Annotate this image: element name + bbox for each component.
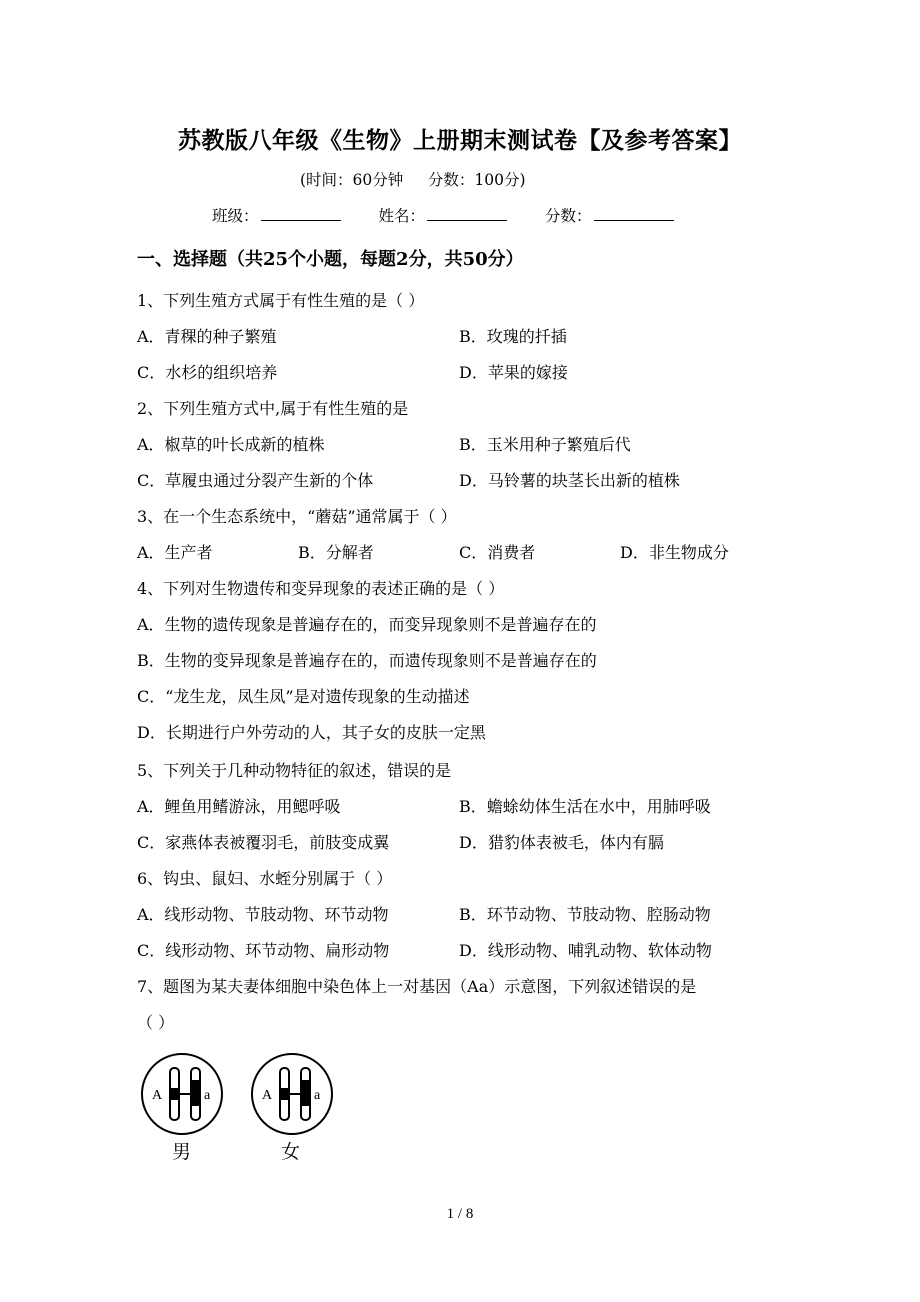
score-label: 分数： [545, 207, 592, 225]
name-label: 姓名： [378, 207, 426, 225]
gene-label-big: A [262, 1088, 273, 1103]
option-b[interactable]: B．分解者 [298, 543, 374, 562]
female-cell [252, 1054, 332, 1163]
option-d[interactable]: D．马铃薯的块茎长出新的植株 [459, 471, 680, 490]
male-cell [142, 1054, 222, 1163]
question-4-option-a[interactable]: A．生物的遗传现象是普遍存在的，而变异现象则不是普遍存在的 [137, 615, 597, 634]
question-2-stem: 2、下列生殖方式中,属于有性生殖的是 [137, 399, 409, 418]
option-b[interactable]: B．玫瑰的扦插 [459, 327, 567, 346]
question-7-stem-bracket: （ ） [137, 1013, 175, 1032]
option-c[interactable]: C．线形动物、环节动物、扁形动物 [137, 941, 390, 960]
question-4-stem: 4、下列对生物遗传和变异现象的表述正确的是（ ） [137, 579, 505, 598]
question-4-option-c[interactable]: C．“龙生龙，凤生凤”是对遗传现象的生动描述 [137, 687, 470, 706]
option-a[interactable]: A．青稞的种子繁殖 [137, 327, 277, 346]
page-number: 1 / 8 [446, 1206, 474, 1222]
question-7-stem: 7、题图为某夫妻体细胞中染色体上一对基因（Aa）示意图，下列叙述错误的是 [137, 977, 697, 996]
page-title: 苏教版八年级《生物》上册期末测试卷【及参考答案】 [178, 127, 742, 154]
score-blank[interactable] [594, 206, 674, 221]
gene-label-small: a [314, 1088, 321, 1103]
male-label: 男 [172, 1141, 192, 1163]
option-d[interactable]: D．猎豹体表被毛，体内有膈 [459, 833, 664, 852]
section-heading: 一、选择题（共25个小题，每题2分，共50分） [137, 249, 524, 270]
gene-label-small: a [204, 1088, 211, 1103]
option-d[interactable]: D．苹果的嫁接 [459, 363, 568, 382]
class-field[interactable] [212, 204, 341, 226]
option-a[interactable]: A．线形动物、节肢动物、环节动物 [137, 905, 389, 924]
name-blank[interactable] [427, 206, 507, 221]
option-d[interactable]: D．非生物成分 [620, 543, 729, 562]
option-b[interactable]: B．蟾蜍幼体生活在水中，用肺呼吸 [459, 797, 711, 816]
option-b[interactable]: B．玉米用种子繁殖后代 [459, 435, 631, 454]
option-a[interactable]: A．鲤鱼用鳍游泳，用鳃呼吸 [137, 797, 341, 816]
name-field[interactable] [379, 204, 508, 226]
question-4-option-d[interactable]: D．长期进行户外劳动的人，其子女的皮肤一定黑 [137, 723, 486, 742]
student-info-fields [212, 204, 712, 226]
option-c[interactable]: C．水杉的组织培养 [137, 363, 278, 382]
option-c[interactable]: C．消费者 [459, 543, 536, 562]
gene-label-big: A [152, 1088, 163, 1103]
option-c[interactable]: C．家燕体表被覆羽毛，前肢变成翼 [137, 833, 390, 852]
option-d[interactable]: D．线形动物、哺乳动物、软体动物 [459, 941, 712, 960]
option-a[interactable]: A．椒草的叶长成新的植株 [137, 435, 325, 454]
question-1-stem: 1、下列生殖方式属于有性生殖的是（ ） [137, 291, 425, 310]
gene-chromosome-figure [140, 1052, 340, 1172]
question-6-stem: 6、钩虫、鼠妇、水蛭分别属于（ ） [137, 869, 393, 888]
score-field[interactable] [545, 204, 674, 226]
class-blank[interactable] [261, 206, 341, 221]
question-4-option-b[interactable]: B．生物的变异现象是普遍存在的，而遗传现象则不是普遍存在的 [137, 651, 597, 670]
question-5-stem: 5、下列关于几种动物特征的叙述，错误的是 [137, 761, 452, 780]
option-c[interactable]: C．草履虫通过分裂产生新的个体 [137, 471, 374, 490]
option-b[interactable]: B．环节动物、节肢动物、腔肠动物 [459, 905, 711, 924]
class-label: 班级： [212, 207, 259, 225]
female-label: 女 [281, 1141, 301, 1163]
exam-meta: (时间：60分钟 分数：100分) [300, 171, 526, 189]
question-3-stem: 3、在一个生态系统中，“蘑菇”通常属于（ ） [137, 507, 457, 526]
option-a[interactable]: A．生产者 [137, 543, 213, 562]
